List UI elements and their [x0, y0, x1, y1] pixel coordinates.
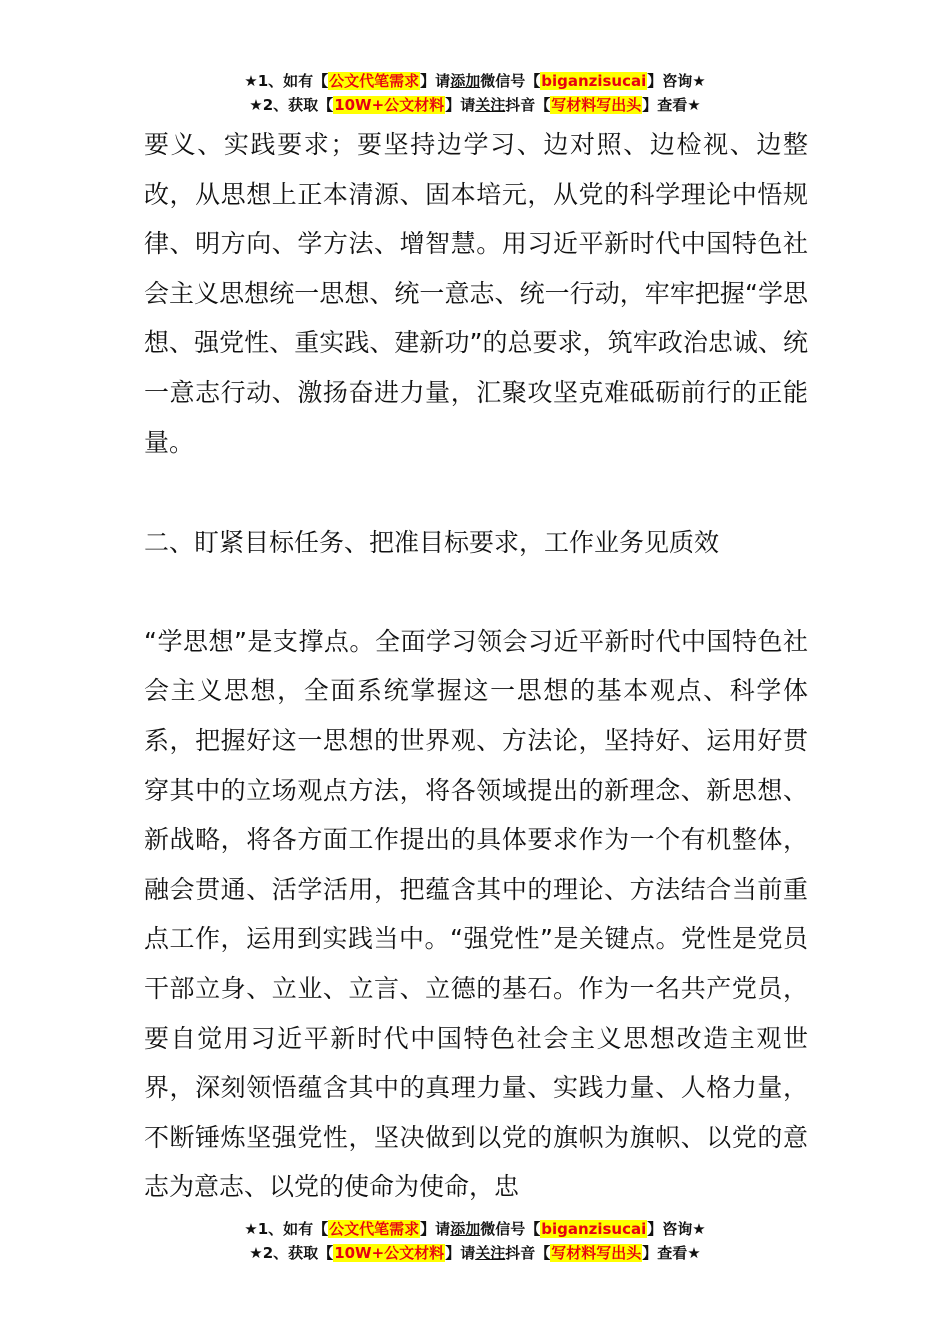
document-body	[144, 120, 808, 1212]
highlight-service: 公文代笔需求	[329, 72, 420, 90]
banner-line-2: ★2、获取【10W+公文材料】请关注抖音【写材料写出头】查看★	[249, 96, 701, 114]
paragraph-2: “学思想”是支撑点。全面学习领会习近平新时代中国特色社会主义思想，全面系统掌握这一思想的基本观点、科学体系，把握好这一思想的世界观、方法论，坚持好、运用好贯穿其中的立场观点方法，将各领域提出的新理念、新思想、新战略，将各方面工作提出的具体要求作为一个有机整体，融会贯通、活学活用，把蕴含其中的理论、方法结合当前重点工作，运用到实践当中。“强党性”是关键点。党性是党员干部立身、立业、立言、立德的基石。作为一名共产党员，要自觉用习近平新时代中国特色社会主义思想改造主观世界，深刻领悟蕴含其中的真理力量、实践力量、人格力量，不断锤炼坚强党性，坚决做到以党的旗帜为旗帜、以党的意志为意志、以党的使命为使命，忠	[144, 626, 808, 1202]
footer-banner	[0, 1217, 950, 1265]
header-banner	[0, 69, 950, 117]
emphasis-add: 添加	[450, 1220, 481, 1238]
banner-line-1: ★1、如有【公文代笔需求】请添加微信号【biganzisucai】咨询★	[244, 72, 706, 90]
emphasis-follow: 关注	[475, 1244, 506, 1262]
emphasis-follow: 关注	[475, 96, 506, 114]
highlight-douyin-name: 写材料写出头	[551, 1244, 642, 1262]
paragraph-1: 要义、实践要求；要坚持边学习、边对照、边检视、边整改，从思想上正本清源、固本培元，从党的科学理论中悟规律、明方向、学方法、增智慧。用习近平新时代中国特色社会主义思想统一思想、统一意志、统一行动，牢牢把握“学思想、强党性、重实践、建新功”的总要求，筑牢政治忠诚、统一意志行动、激扬奋进力量，汇聚攻坚克难砥砺前行的正能量。	[144, 130, 808, 457]
highlight-materials: 10W+公文材料	[334, 1244, 445, 1262]
emphasis-add: 添加	[450, 72, 481, 90]
banner-line-1: ★1、如有【公文代笔需求】请添加微信号【biganzisucai】咨询★	[244, 1220, 706, 1238]
section-heading-2: 二、盯紧目标任务、把准目标要求，工作业务见质效	[144, 528, 720, 558]
highlight-service: 公文代笔需求	[329, 1220, 420, 1238]
highlight-douyin-name: 写材料写出头	[551, 96, 642, 114]
highlight-materials: 10W+公文材料	[334, 96, 445, 114]
highlight-wechat-id: biganzisucai	[541, 72, 647, 90]
highlight-wechat-id: biganzisucai	[541, 1220, 647, 1238]
banner-line-2: ★2、获取【10W+公文材料】请关注抖音【写材料写出头】查看★	[249, 1244, 701, 1262]
